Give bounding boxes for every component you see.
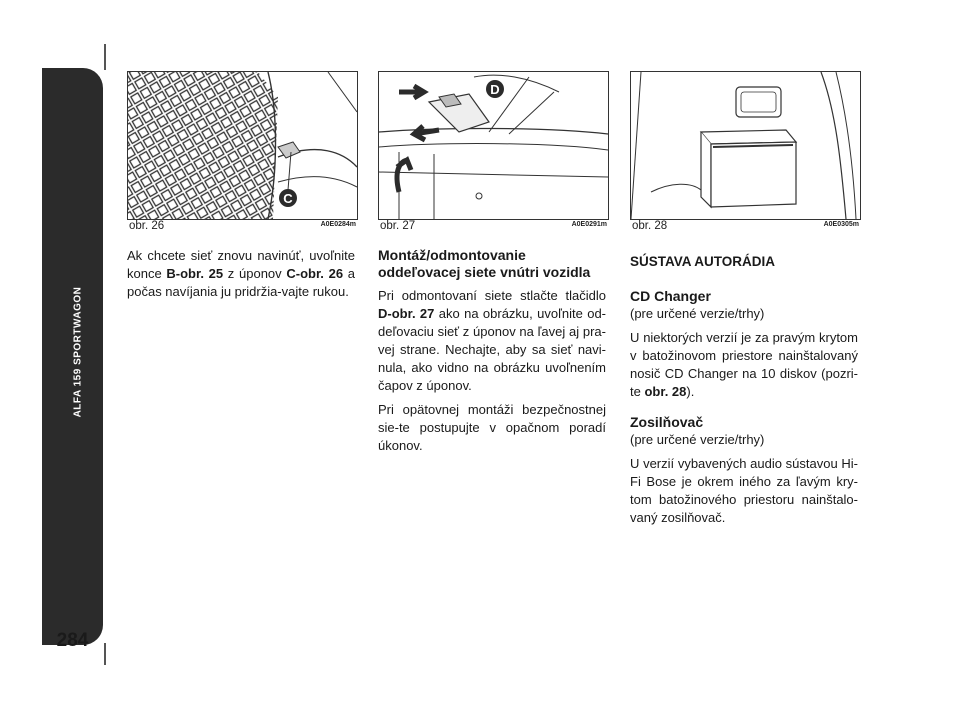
- figure-27: [378, 71, 609, 220]
- col1-paragraph: Ak chcete sieť znovu navinúť, uvoľnite konce B-obr. 25 z úponov C-obr. 26 a počas navíjania ju pridržia-vajte rukou.: [127, 248, 356, 299]
- figure-28-caption: [630, 220, 859, 234]
- amplifier-note: (pre určené verzie/trhy): [630, 432, 765, 447]
- callout-c: C: [283, 191, 293, 206]
- figure-28: [630, 71, 861, 220]
- figure-28-illustration: [631, 72, 860, 219]
- amplifier-heading: Zosilňovač: [630, 414, 704, 430]
- figure-26-illustration: [128, 72, 357, 219]
- col2-paragraph-1: Pri odmontovaní siete stlačte tlačidlo D-obr. 27 ako na obrázku, uvoľnite od-deľovaciu sieť z úponov na ľavej aj pra-vej strane. Nechajte, aby sa sieť navi-nula, ako vidno na obrázku uvoľnením čapov z úponov.: [378, 288, 607, 393]
- cd-changer-paragraph: U niektorých verzií je za pravým krytom v batožinovom priestore nainštalovaný nosič CD Changer na 10 diskov (pozri-te obr. 28).: [630, 330, 858, 399]
- col3-section-title: SÚSTAVA AUTORÁDIA: [630, 254, 775, 269]
- figure-27-illustration: [379, 72, 608, 219]
- figure-26-code: A0E0284m: [320, 221, 356, 228]
- figure-27-code: A0E0291m: [571, 221, 607, 228]
- cd-changer-heading: CD Changer: [630, 288, 711, 304]
- col2-heading: Montáž/odmontovanie oddeľovacej siete vnútri vozidla: [378, 247, 591, 280]
- margin-line-top: [104, 44, 106, 70]
- sidebar-title: ALFA 159 SPORTWAGON: [72, 286, 84, 418]
- figure-27-caption: [378, 220, 607, 234]
- page-number: 284: [56, 630, 89, 651]
- cd-changer-note: (pre určené verzie/trhy): [630, 306, 765, 321]
- callout-d: D: [490, 82, 500, 97]
- column-3: [630, 247, 858, 533]
- col2-paragraph-2: Pri opätovnej montáži bezpečnostnej sie-te postupujte v opačnom poradí úkonov.: [378, 402, 606, 453]
- amplifier-paragraph: U verzií vybavených audio sústavou Hi-Fi Bose je okrem iného za ľavým kry-tom batožinového priestoru nainštalo-vaný zosilňovač.: [630, 456, 858, 525]
- figure-26: [127, 71, 358, 220]
- figure-28-code: A0E0305m: [823, 221, 859, 228]
- figure-26-caption: [127, 220, 356, 234]
- column-2: [378, 247, 606, 461]
- margin-line-bottom: [104, 643, 106, 665]
- figure-27-label: obr. 27: [380, 220, 416, 232]
- column-1: [127, 247, 355, 307]
- figure-26-label: obr. 26: [129, 220, 165, 232]
- figure-28-label: obr. 28: [632, 220, 668, 232]
